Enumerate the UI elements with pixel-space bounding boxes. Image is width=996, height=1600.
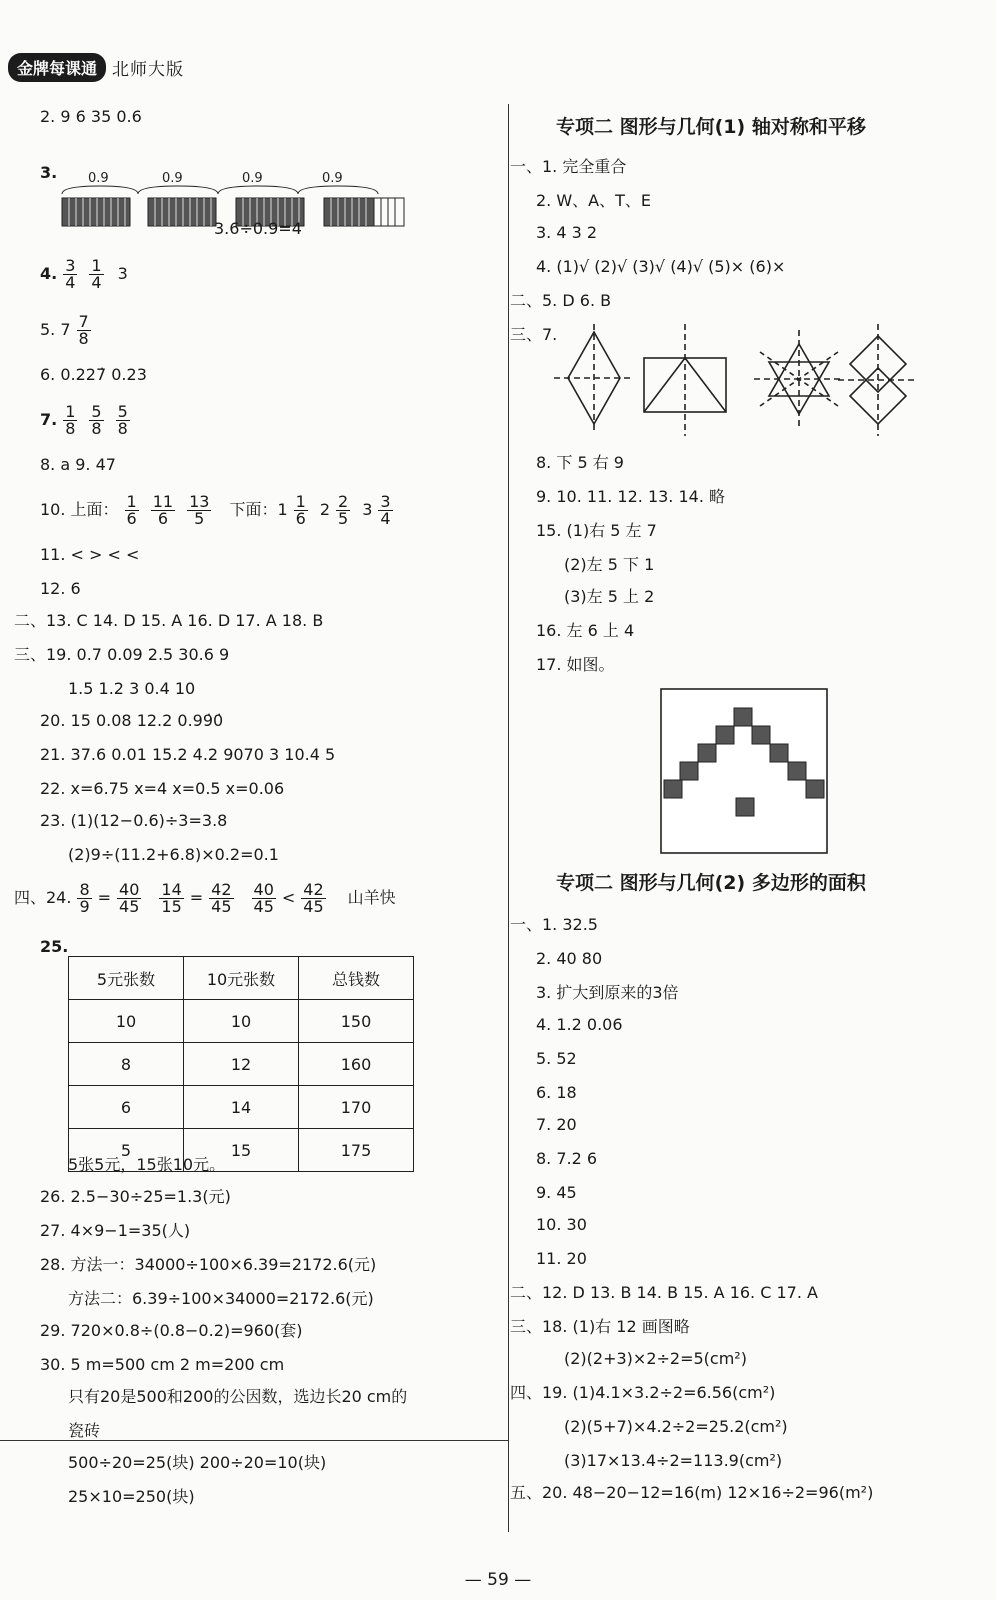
section-title-2: 专项二 图形与几何(2) 多边形的面积: [556, 872, 866, 894]
q25-label: 25.: [40, 937, 69, 956]
table-cell: 15: [184, 1129, 299, 1172]
q12: 12. 6: [40, 579, 81, 598]
frac: $\frac{7}{8}$: [78, 311, 89, 348]
r17: 17. 如图。: [536, 655, 615, 674]
s3: 3. 扩大到原来的3倍: [536, 983, 679, 1002]
s1: 一、1. 32.5: [510, 915, 598, 934]
q7: [40, 400, 136, 440]
q30d: 500÷20=25(块) 200÷20=10(块): [68, 1453, 327, 1472]
q30b: 只有20是500和200的公因数，选边长20 cm的: [68, 1387, 408, 1406]
q10: [40, 490, 399, 530]
table-header-cell: 10元张数: [184, 957, 299, 1000]
s18b: (2)(2+3)×2÷2=5(cm²): [564, 1349, 747, 1368]
table-cell: 5: [69, 1129, 184, 1172]
seg-label-4: 0.9: [322, 171, 343, 186]
s5: 5. 52: [536, 1049, 577, 1068]
r16: 16. 左 6 上 4: [536, 621, 635, 640]
r7: 三、7.: [510, 325, 558, 344]
r4: 4. (1)√ (2)√ (3)√ (4)√ (5)× (6)×: [536, 257, 786, 276]
frac: $\frac{1}{4}$: [91, 255, 102, 292]
table-row: [69, 1000, 414, 1043]
q19a: 三、19. 0.7 0.09 2.5 30.6 9: [14, 645, 230, 664]
table-cell: 14: [184, 1086, 299, 1129]
r8: 8. 下 5 右 9: [536, 453, 624, 472]
q10-e-int: 2: [319, 500, 331, 519]
table-cell: 12: [184, 1043, 299, 1086]
q2: 2. 9 6 35 0.6: [40, 107, 142, 126]
q3-label: 3.: [40, 163, 58, 182]
q28b: 方法二：6.39÷100×34000=2172.6(元): [68, 1289, 374, 1308]
q30a: 30. 5 m=500 cm 2 m=200 cm: [40, 1355, 285, 1374]
q6: 6. 0.227̇ 0.23: [40, 365, 147, 384]
frac: $\frac{11}{6}$: [152, 491, 174, 528]
q5: [40, 310, 97, 350]
q20: 20. 15 0.08 12.2 0.99̇0̇: [40, 711, 224, 730]
table-cell: 175: [299, 1129, 414, 1172]
r15c: (3)左 5 上 2: [564, 587, 655, 606]
frac: $\frac{14}{15}$: [161, 879, 182, 916]
frac: $\frac{40}{45}$: [119, 879, 140, 916]
q28a: 28. 方法一：34000÷100×6.39=2172.6(元): [40, 1255, 377, 1274]
r2: 2. W、A、T、E: [536, 191, 652, 210]
q21: 21. 37.6 0.01 15.2 4.2 9070 3 10.4 5: [40, 745, 336, 764]
table-cell: 8: [69, 1043, 184, 1086]
table-cell: 6: [69, 1086, 184, 1129]
brand-label: 金牌每课通: [8, 53, 106, 82]
r15b: (2)左 5 下 1: [564, 555, 655, 574]
table-cell: 170: [299, 1086, 414, 1129]
q24-end: 山羊快: [347, 888, 396, 907]
q13-18: 二、13. C 14. D 15. A 16. D 17. A 18. B: [14, 611, 324, 630]
s11: 11. 20: [536, 1249, 587, 1268]
frac: $\frac{40}{45}$: [253, 879, 274, 916]
table-cell: 10: [184, 1000, 299, 1043]
q27: 27. 4×9−1=35(人): [40, 1221, 191, 1240]
frac: $\frac{5}{8}$: [91, 401, 102, 438]
frac: $\frac{3}{4}$: [380, 491, 391, 528]
s12: 二、12. D 13. B 14. B 15. A 16. C 17. A: [510, 1283, 818, 1302]
page-number: — 59 —: [464, 1570, 532, 1590]
r5: 二、5. D 6. B: [510, 291, 612, 310]
translation-figure: [660, 688, 828, 854]
s9: 9. 45: [536, 1183, 577, 1202]
s19a: 四、19. (1)4.1×3.2÷2=6.56(cm²): [510, 1383, 776, 1402]
q10-mid: 下面：1: [229, 500, 288, 519]
s10: 10. 30: [536, 1215, 587, 1234]
q24: 四、24. $\frac{8}{9}$ = $\frac{40}{45}$ $\frac{14}{15}$ = $\frac{42}{45}$ $\frac{40}{45}$ < $\frac{42}{45}$ 山羊快: [14, 879, 396, 916]
q8-q9: 8. a 9. 47: [40, 455, 116, 474]
page-header: [8, 52, 184, 82]
r9: 9. 10. 11. 12. 13. 14. 略: [536, 487, 726, 506]
s8: 8. 7.2 6: [536, 1149, 598, 1168]
money-table: [68, 956, 414, 1172]
q11: 11. < > < <: [40, 545, 140, 564]
q4-c: 3: [117, 264, 128, 283]
r3: 3. 4 3 2: [536, 223, 598, 242]
q26: 26. 2.5−30÷25=1.3(元): [40, 1187, 231, 1206]
table-cell: 160: [299, 1043, 414, 1086]
frac: $\frac{3}{4}$: [65, 255, 76, 292]
s19b: (2)(5+7)×4.2÷2=25.2(cm²): [564, 1417, 788, 1436]
edition-label: 北师大版: [112, 59, 185, 80]
frac: $\frac{8}{9}$: [79, 879, 90, 916]
s19c: (3)17×13.4÷2=113.9(cm²): [564, 1451, 783, 1470]
s6: 6. 18: [536, 1083, 577, 1102]
table-row: [69, 1086, 414, 1129]
q30c: 瓷砖: [68, 1421, 101, 1440]
table-header-row: [69, 957, 414, 1000]
q30e: 25×10=250(块): [68, 1487, 195, 1506]
s2: 2. 40 80: [536, 949, 603, 968]
q4-label: 4.: [40, 264, 58, 283]
seg-label-2: 0.9: [162, 171, 183, 186]
q23a: 23. (1)(12−0.6)÷3=3.8: [40, 811, 228, 830]
s18a: 三、18. (1)右 12 画图略: [510, 1317, 690, 1336]
seg-label-1: 0.9: [88, 171, 109, 186]
q10-f-int: 3: [362, 500, 373, 519]
q7-label: 7.: [40, 410, 58, 429]
q10-label: 10. 上面：: [40, 500, 119, 519]
frac: $\frac{5}{8}$: [117, 401, 128, 438]
q4: [40, 254, 128, 294]
s7: 7. 20: [536, 1115, 577, 1134]
frac: $\frac{1}{6}$: [126, 491, 137, 528]
q5-label: 5. 7: [40, 320, 71, 339]
q19b: 1.5 1.2 3 0.4 10: [68, 679, 196, 698]
table-header-cell: 总钱数: [299, 957, 414, 1000]
r15a: 15. (1)右 5 左 7: [536, 521, 657, 540]
r1: 一、1. 完全重合: [510, 157, 627, 176]
frac: $\frac{42}{45}$: [303, 879, 324, 916]
q3-equation: 3.6÷0.9=4: [214, 219, 302, 238]
q23b: (2)9÷(11.2+6.8)×0.2=0.1: [68, 845, 279, 864]
frac: $\frac{1}{8}$: [65, 401, 76, 438]
section-title-1: 专项二 图形与几何(1) 轴对称和平移: [556, 116, 866, 138]
frac: $\frac{42}{45}$: [211, 879, 232, 916]
s20: 五、20. 48−20−12=16(m) 12×16÷2=96(m²): [510, 1483, 874, 1502]
q24-label: 四、24.: [14, 888, 72, 907]
table-header-cell: 5元张数: [69, 957, 184, 1000]
table-cell: 10: [69, 1000, 184, 1043]
frac: $\frac{13}{5}$: [189, 491, 210, 528]
s4: 4. 1.2 0.06: [536, 1015, 623, 1034]
seg-label-3: 0.9: [242, 171, 263, 186]
q22: 22. x=6.75 x=4 x=0.5 x=0.06: [40, 779, 285, 798]
table-cell: 150: [299, 1000, 414, 1043]
q29: 29. 720×0.8÷(0.8−0.2)=960(套): [40, 1321, 303, 1340]
frac: $\frac{1}{6}$: [295, 491, 306, 528]
q25-answer: 5张5元，15张10元。: [68, 1155, 226, 1174]
column-divider: [508, 104, 509, 1532]
symmetry-figures: [554, 322, 924, 440]
table-row: [69, 1043, 414, 1086]
frac: $\frac{2}{5}$: [338, 491, 349, 528]
